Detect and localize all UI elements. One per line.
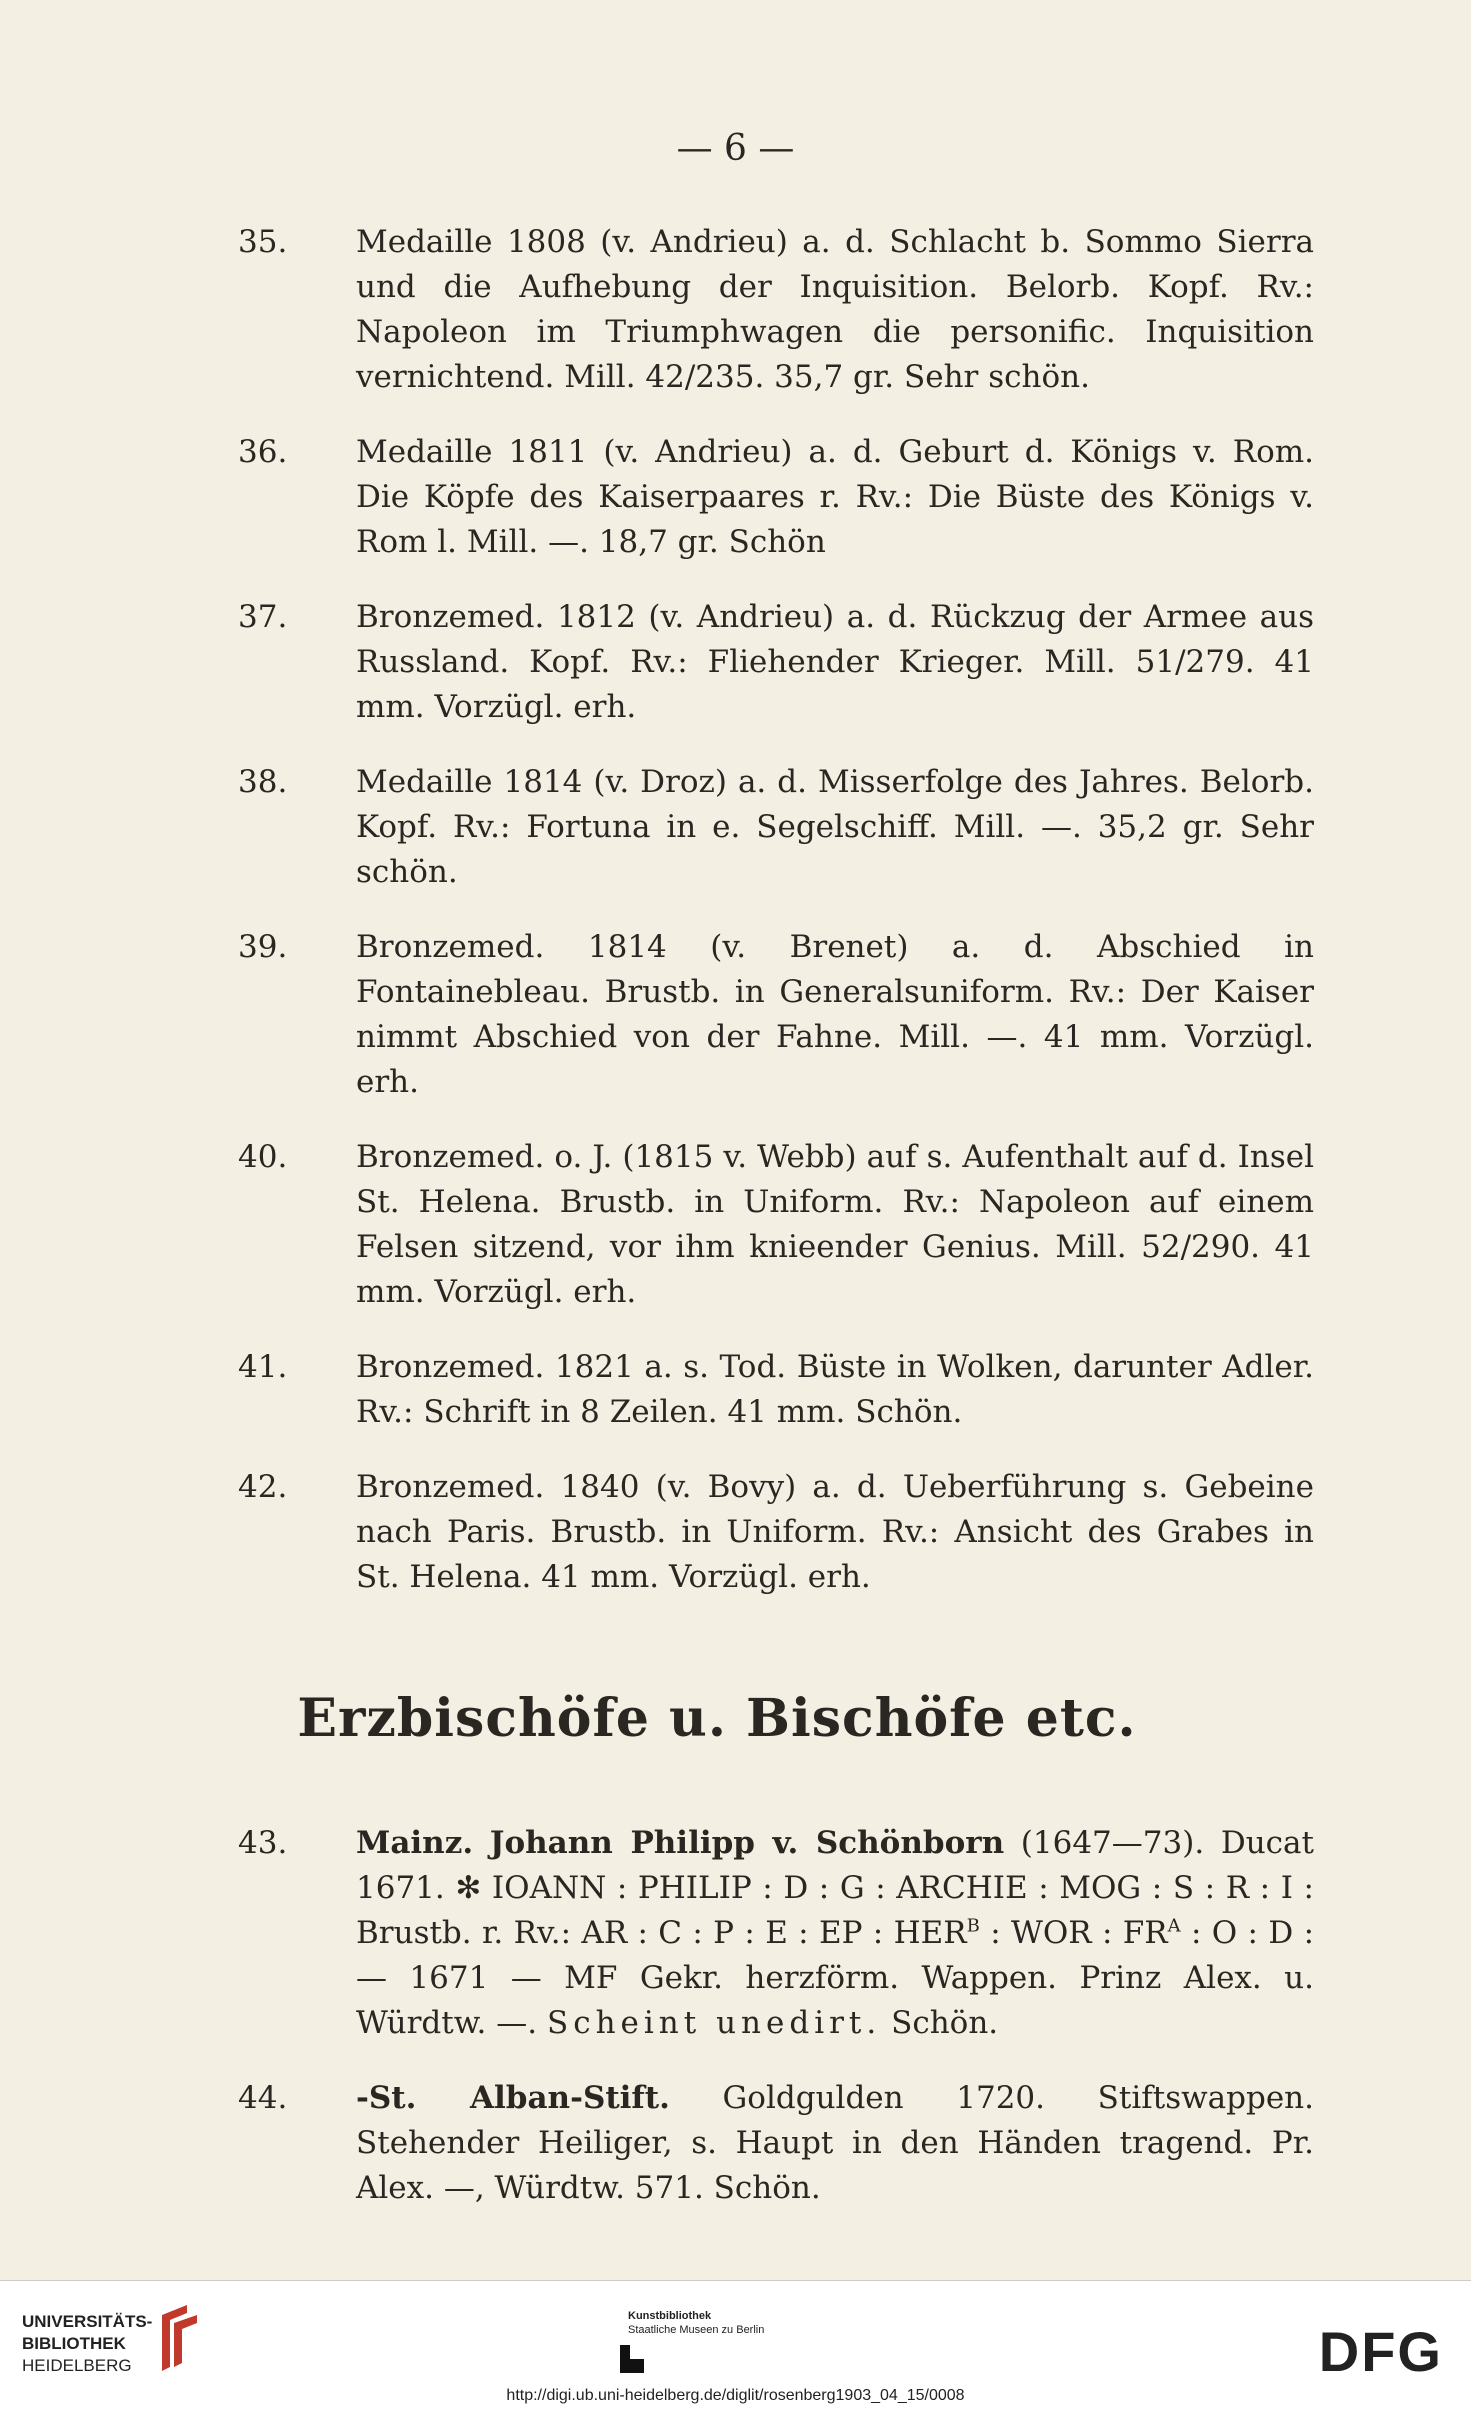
entry-number: 39. — [238, 929, 288, 965]
entry-text: Medaille 1814 (v. Droz) a. d. Misserfolge des Jahres. Belorb. Kopf. Rv.: Fortuna in e. Segelschiff. Mill. —. 35,2 gr. Sehr schön. — [356, 764, 1314, 890]
entry-text: Medaille 1811 (v. Andrieu) a. d. Geburt d. Königs v. Rom. Die Köpfe des Kaiserpaares r. Rv.: Die Büste des Königs v. Rom l. Mill. —. 18,7 gr. Schön — [356, 434, 1314, 560]
footer-bar — [0, 2280, 1471, 2416]
entry-note: Scheint unedirt. — [546, 2005, 882, 2041]
entry-text: Bronzemed. 1821 a. s. Tod. Büste in Wolken, darunter Adler. Rv.: Schrift in 8 Zeilen. 41 mm. Schön. — [356, 1349, 1314, 1430]
entry-number: 40. — [238, 1139, 288, 1175]
entry-description: Goldgulden 1720. Stiftswappen. Stehender Heiliger, s. Haupt in den Händen tragend. Pr. Alex. —, Würdtw. 571. Schön. — [356, 2080, 1314, 2206]
entry-description: : WOR : FR — [979, 1915, 1168, 1951]
entry-text: Bronzemed. 1840 (v. Bovy) a. d. Ueberführung s. Gebeine nach Paris. Brustb. in Uniform. Rv.: Ansicht des Grabes in St. Helena. 41 mm. Vorzügl. erh. — [356, 1469, 1314, 1595]
catalogue-entry — [238, 595, 1314, 730]
catalogue-entry — [238, 2076, 1314, 2211]
catalogue-entry — [238, 760, 1314, 895]
source-url-link[interactable]: http://digi.ub.uni-heidelberg.de/diglit/rosenberg1903_04_15/0008 — [506, 2387, 965, 2404]
superscript: B — [966, 1915, 980, 1937]
entry-place: Mainz. — [356, 1825, 474, 1861]
entry-number: 36. — [238, 434, 288, 470]
entry-number: 44. — [238, 2080, 288, 2116]
section-heading: Erzbischöfe u. Bischöfe etc. — [297, 1688, 1137, 1749]
catalogue-entry — [238, 220, 1314, 400]
university-library-logo[interactable] — [22, 2311, 152, 2377]
catalogue-entry — [238, 1345, 1314, 1435]
entry-description: Ducat 1671. ✻ IOANN : PHILIP : D : G : ARCHIE : MOG : S : R : I : Brustb. r. Rv.: AR : C : P : E : EP : HER — [356, 1825, 1314, 1951]
entry-number: 43. — [238, 1825, 288, 1861]
logo-line: HEIDELBERG — [22, 2356, 132, 2375]
entry-dates: (1647—73). — [1020, 1825, 1205, 1861]
entry-number: 42. — [238, 1469, 288, 1505]
logo-line: Staatliche Museen zu Berlin — [628, 2324, 765, 2336]
entry-text — [356, 2076, 1314, 2211]
superscript: A — [1167, 1915, 1181, 1937]
dfg-logo[interactable]: DFG — [1318, 2320, 1443, 2383]
entry-number: 35. — [238, 224, 288, 260]
entry-text: Bronzemed. 1814 (v. Brenet) a. d. Abschied in Fontainebleau. Brustb. in Generalsuniform. Rv.: Der Kaiser nimmt Abschied von der Fahne. Mill. —. 41 mm. Vorzügl. erh. — [356, 929, 1314, 1100]
entry-ruler-name: Johann Philipp v. Schönborn — [489, 1825, 1005, 1861]
entry-number: 37. — [238, 599, 288, 635]
kunstbibliothek-logo[interactable] — [628, 2309, 848, 2337]
entry-text: Bronzemed. o. J. (1815 v. Webb) auf s. Aufenthalt auf d. Insel St. Helena. Brustb. in Uniform. Rv.: Napoleon auf einem Felsen sitzend, vor ihm knieender Genius. Mill. 52/290. 41 mm. Vorzügl. erh. — [356, 1139, 1314, 1310]
entry-number: 41. — [238, 1349, 288, 1385]
entry-place: -St. Alban-Stift. — [356, 2080, 670, 2116]
entry-number: 38. — [238, 764, 288, 800]
logo-line: Kunstbibliothek — [628, 2310, 712, 2322]
entry-description: : O : D : — 1671 — MF Gekr. herzförm. Wappen. Prinz Alex. u. Würdtw. —. — [356, 1915, 1315, 2041]
catalogue-entry — [238, 430, 1314, 565]
catalogue-entry — [238, 1821, 1314, 2046]
logo-line: BIBLIOTHEK — [22, 2334, 126, 2353]
entry-text: Bronzemed. 1812 (v. Andrieu) a. d. Rückzug der Armee aus Russland. Kopf. Rv.: Fliehender Krieger. Mill. 51/279. 41 mm. Vorzügl. erh. — [356, 599, 1314, 725]
logo-line: UNIVERSITÄTS- — [22, 2312, 153, 2331]
catalogue-entry — [238, 925, 1314, 1105]
university-mark-icon — [152, 2305, 202, 2375]
page-number: — 6 — — [676, 128, 795, 169]
entry-text: Medaille 1808 (v. Andrieu) a. d. Schlacht b. Sommo Sierra und die Aufhebung der Inquisition. Belorb. Kopf. Rv.: Napoleon im Triumphwagen die personific. Inquisition vernichtend. Mill. 42/235. 35,7 gr. Sehr schön. — [356, 224, 1314, 395]
catalogue-entries — [238, 220, 1314, 2241]
entry-description: Schön. — [881, 2005, 999, 2041]
catalogue-entry — [238, 1135, 1314, 1315]
catalogue-entry — [238, 1465, 1314, 1600]
entry-text — [356, 1821, 1314, 2046]
kunstbibliothek-mark-icon — [620, 2345, 644, 2373]
